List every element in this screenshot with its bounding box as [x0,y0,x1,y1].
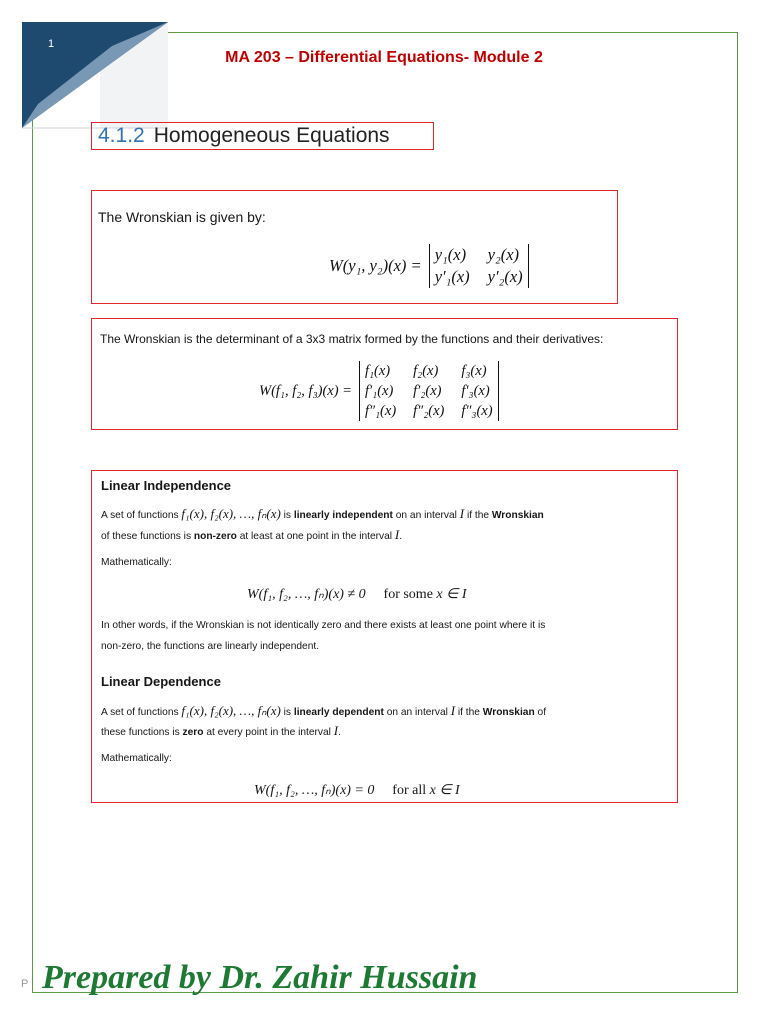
text-run: A set of functions [101,510,182,521]
text-run: on an interval [383,707,451,718]
text-run: is [280,707,294,718]
term-zero: zero [182,727,204,738]
independence-heading: Linear Independence [101,478,232,493]
section-number: 4.1.2 [98,124,145,147]
mathematically-label: Mathematically: [101,557,172,568]
matrix-entry: f₁(x) [364,363,391,379]
independence-definition-line-1 [101,505,544,525]
dependence-condition-formula [254,779,460,801]
matrix-entry: f′₂(x) [413,383,442,399]
dependence-definition-line-2 [101,722,341,742]
formula-lhs: W(f₁, f₂, f₃)(x) = [259,382,352,399]
matrix-entry: y′₁(x) [434,267,470,286]
term-wronskian: Wronskian [482,707,535,718]
text-run: if the [464,510,492,521]
independence-explanation-line-1: In other words, if the Wronskian is not identically zero and there exists at least one point where it is [101,620,546,631]
wronskian-2x2-box [91,190,618,304]
interval-symbol: I [333,723,339,738]
interval-symbol: I [394,527,400,542]
section-title: Homogeneous Equations [153,124,390,147]
wronskian-3x3-formula [259,361,499,421]
term-non-zero: non-zero [193,531,237,542]
matrix-entry: f″₃(x) [461,403,493,419]
text-run: . [399,531,403,542]
text-run: A set of functions [101,707,182,718]
matrix-entry: y′₂(x) [487,267,523,286]
page-number: 1 [48,38,55,50]
text-run: at least at one point in the interval [236,531,395,542]
wronskian-2x2-formula [329,244,529,288]
text-run: these functions is [101,727,183,738]
term-linearly-dependent: linearly dependent [293,707,384,718]
text-run: is [280,510,294,521]
determinant-3x3 [359,361,499,421]
text-run: of [534,707,547,718]
function-list-math: f₁(x), f₂(x), …, fₙ(x) [181,506,281,521]
independence-definition-line-2 [101,526,402,546]
condition-domain: x ∈ I [436,587,467,602]
document-title: MA 203 – Differential Equations- Module 2 [225,49,543,66]
term-wronskian: Wronskian [491,510,544,521]
matrix-entry: y₁(x) [434,245,467,264]
condition-domain: x ∈ I [429,783,460,798]
matrix-entry: f₂(x) [413,363,439,379]
dependence-definition-line-1 [101,702,546,722]
text-run: if the [455,707,483,718]
section-heading [91,122,434,150]
text-run: . [338,727,341,738]
corner-decoration [0,0,180,140]
interval-symbol: I [459,506,465,521]
interval-symbol: I [450,703,456,718]
determinant-2x2 [429,244,529,288]
wronskian-3x3-intro-text: The Wronskian is the determinant of a 3x3 matrix formed by the functions and their derivatives: [100,332,604,346]
matrix-entry: y₂(x) [487,245,520,264]
independence-condition-formula [247,583,467,605]
condition-expression: W(f₁, f₂, …, fₙ)(x) = 0 [254,783,375,798]
term-linearly-independent: linearly independent [293,510,393,521]
matrix-entry: f′₁(x) [364,383,394,399]
text-run: of these functions is [101,531,194,542]
text-run: on an interval [392,510,460,521]
text-run: at every point in the interval [203,727,334,738]
wronskian-3x3-box [91,318,678,430]
matrix-entry: f″₂(x) [413,403,445,419]
function-list-math: f₁(x), f₂(x), …, fₙ(x) [181,703,281,718]
condition-quantifier: for all [392,783,430,798]
matrix-entry: f″₁(x) [364,403,397,419]
wronskian-intro-text: The Wronskian is given by: [98,209,266,225]
author-signature: Prepared by Dr. Zahir Hussain [42,959,478,996]
condition-quantifier: for some [383,587,437,602]
matrix-entry: f₃(x) [461,363,487,379]
independence-explanation-line-2: non-zero, the functions are linearly independent. [101,641,320,652]
dependence-heading: Linear Dependence [101,674,221,689]
formula-lhs: W(y₁, y₂)(x) = [329,256,422,275]
condition-expression: W(f₁, f₂, …, fₙ)(x) ≠ 0 [247,587,366,602]
mathematically-label: Mathematically: [101,753,172,764]
footer-page-label: P [21,978,29,990]
linear-dependence-box [91,470,678,803]
matrix-entry: f′₃(x) [461,383,490,399]
